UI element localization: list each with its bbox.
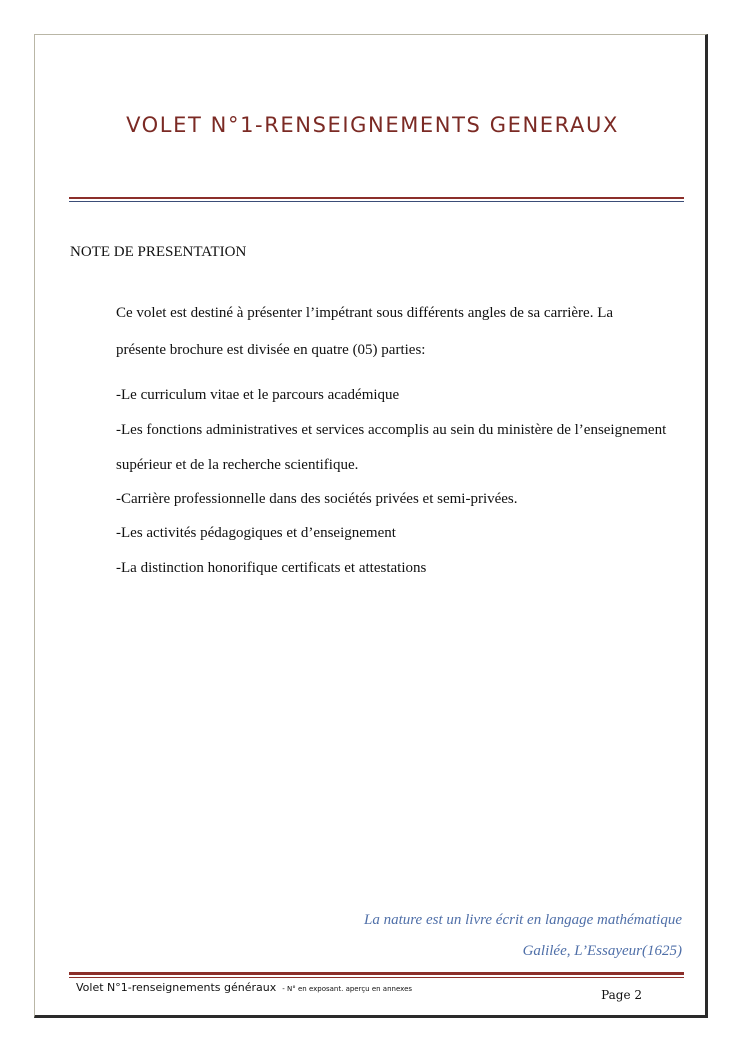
footer-rule-secondary (69, 977, 684, 978)
list-item: -Les fonctions administratives et services accomplis au sein du ministère de l’enseignement (116, 422, 667, 438)
footer-rule-primary (69, 972, 684, 975)
intro-line: présente brochure est divisée en quatre (05) parties: (116, 342, 426, 358)
title-rule-primary (69, 197, 684, 199)
list-item: -Les activités pédagogiques et d’enseignement (116, 525, 396, 541)
intro-line: Ce volet est destiné à présenter l’impétrant sous différents angles de sa carrière. La (116, 305, 614, 321)
list-item: -Carrière professionnelle dans des sociétés privées et semi-privées. (116, 491, 518, 507)
epigraph-attribution: Galilée, L’Essayeur(1625) (522, 943, 682, 959)
document-title: VOLET N°1-RENSEIGNEMENTS GENERAUX (126, 113, 619, 137)
epigraph-quote: La nature est un livre écrit en langage mathématique (364, 912, 682, 928)
section-heading: NOTE DE PRESENTATION (70, 244, 247, 260)
list-item: -Le curriculum vitae et le parcours académique (116, 387, 400, 403)
footer-running-title: Volet N°1-renseignements généraux (76, 981, 277, 994)
title-rule-secondary (69, 201, 684, 202)
page-number: Page 2 (601, 988, 642, 1002)
footer-running-title-block (76, 981, 412, 994)
list-item: -La distinction honorifique certificats et attestations (116, 560, 427, 576)
footer-note: - N° en exposant. aperçu en annexes (282, 985, 413, 993)
list-item-continuation: supérieur et de la recherche scientifique. (116, 457, 359, 473)
